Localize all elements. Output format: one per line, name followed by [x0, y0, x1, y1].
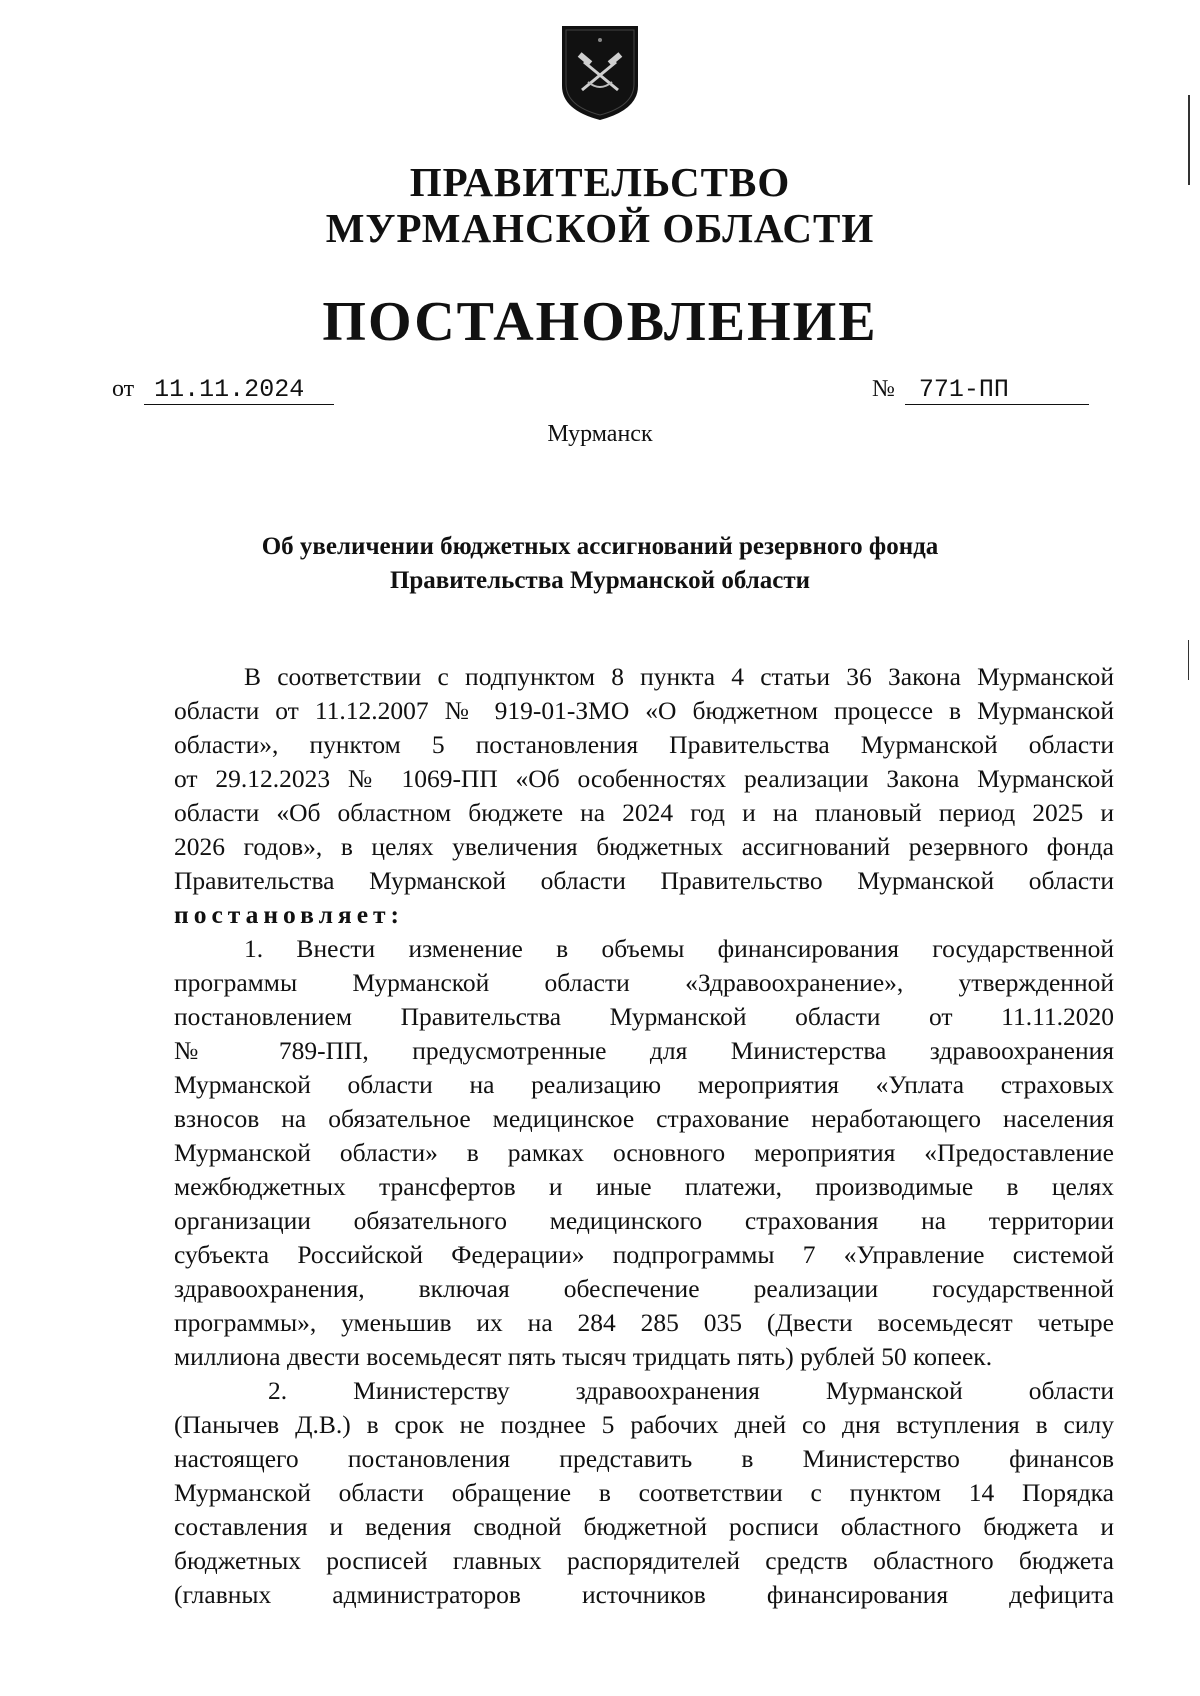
- coat-of-arms-icon: [558, 22, 642, 122]
- scan-edge-mark: [1188, 95, 1190, 185]
- item1-line: 1. Внести изменение в объемы финансирования государственной: [244, 934, 1114, 963]
- item2-line: бюджетных росписей главных распорядителей средств областного бюджета: [174, 1546, 1114, 1575]
- subject-line1: Об увеличении бюджетных ассигнований резервного фонда: [261, 533, 939, 560]
- item2-line: составления и ведения сводной бюджетной росписи областного бюджета и: [174, 1512, 1114, 1541]
- preamble-line: 2026 годов», в целях увеличения бюджетных ассигнований резервного фонда: [174, 832, 1114, 861]
- item2-line: Мурманской области обращение в соответствии с пунктом 14 Порядка: [174, 1478, 1114, 1507]
- preamble-line: области», пунктом 5 постановления Правительства Мурманской области: [174, 730, 1114, 759]
- preamble-line: В соответствии с подпунктом 8 пункта 4 статьи 36 Закона Мурманской: [244, 662, 1114, 691]
- preamble-line: области от 11.12.2007 № 919-01-ЗМО «О бюджетном процессе в Мурманской: [174, 696, 1114, 725]
- document-number: [872, 375, 1089, 405]
- item2-line: (главных администраторов источников финансирования дефицита: [174, 1580, 1114, 1609]
- city-name: Мурманск: [547, 421, 653, 447]
- number-value: 771-ПП: [905, 375, 1089, 405]
- item2-line: настоящего постановления представить в Министерство финансов: [174, 1444, 1114, 1473]
- item1-line: миллиона двести восемьдесят пять тысяч тридцать пять) рублей 50 копеек.: [174, 1342, 993, 1371]
- preamble-line: Правительства Мурманской области Правительство Мурманской области: [174, 866, 1114, 895]
- document-type-heading: ПОСТАНОВЛЕНИЕ: [322, 291, 878, 353]
- decree-word: постановляет:: [174, 900, 405, 929]
- item1-line: Мурманской области» в рамках основного мероприятия «Предоставление: [174, 1138, 1114, 1167]
- date-value: 11.11.2024: [144, 375, 334, 405]
- number-prefix: №: [872, 376, 895, 402]
- subject-line2: Правительства Мурманской области: [389, 567, 811, 594]
- document-date: [112, 375, 334, 405]
- item1-line: программы», уменьшив их на 284 285 035 (Двести восемьдесят четыре: [174, 1308, 1114, 1337]
- item1-line: Мурманской области на реализацию мероприятия «Уплата страховых: [174, 1070, 1114, 1099]
- item2-line: 2. Министерству здравоохранения Мурманской области: [268, 1376, 1114, 1405]
- item1-line: № 789-ПП, предусмотренные для Министерства здравоохранения: [174, 1036, 1114, 1065]
- item1-line: взносов на обязательное медицинское страхование неработающего населения: [174, 1104, 1114, 1133]
- scan-edge-mark: [1188, 640, 1189, 680]
- item1-line: программы Мурманской области «Здравоохранение», утвержденной: [174, 968, 1114, 997]
- date-prefix: от: [112, 376, 135, 402]
- item1-line: межбюджетных трансфертов и иные платежи, производимые в целях: [174, 1172, 1114, 1201]
- item1-line: здравоохранения, включая обеспечение реализации государственной: [174, 1274, 1114, 1303]
- government-title-line1: ПРАВИТЕЛЬСТВО: [409, 159, 791, 205]
- item1-line: постановлением Правительства Мурманской области от 11.11.2020: [174, 1002, 1114, 1031]
- item2-line: (Панычев Д.В.) в срок не позднее 5 рабочих дней со дня вступления в силу: [174, 1410, 1114, 1439]
- government-title-line2: МУРМАНСКОЙ ОБЛАСТИ: [325, 205, 875, 251]
- item1-line: организации обязательного медицинского страхования на территории: [174, 1206, 1114, 1235]
- preamble-line: от 29.12.2023 № 1069-ПП «Об особенностях реализации Закона Мурманской: [174, 764, 1114, 793]
- item1-line: субъекта Российской Федерации» подпрограммы 7 «Управление системой: [174, 1240, 1114, 1269]
- preamble-line: области «Об областном бюджете на 2024 год и на плановый период 2025 и: [174, 798, 1114, 827]
